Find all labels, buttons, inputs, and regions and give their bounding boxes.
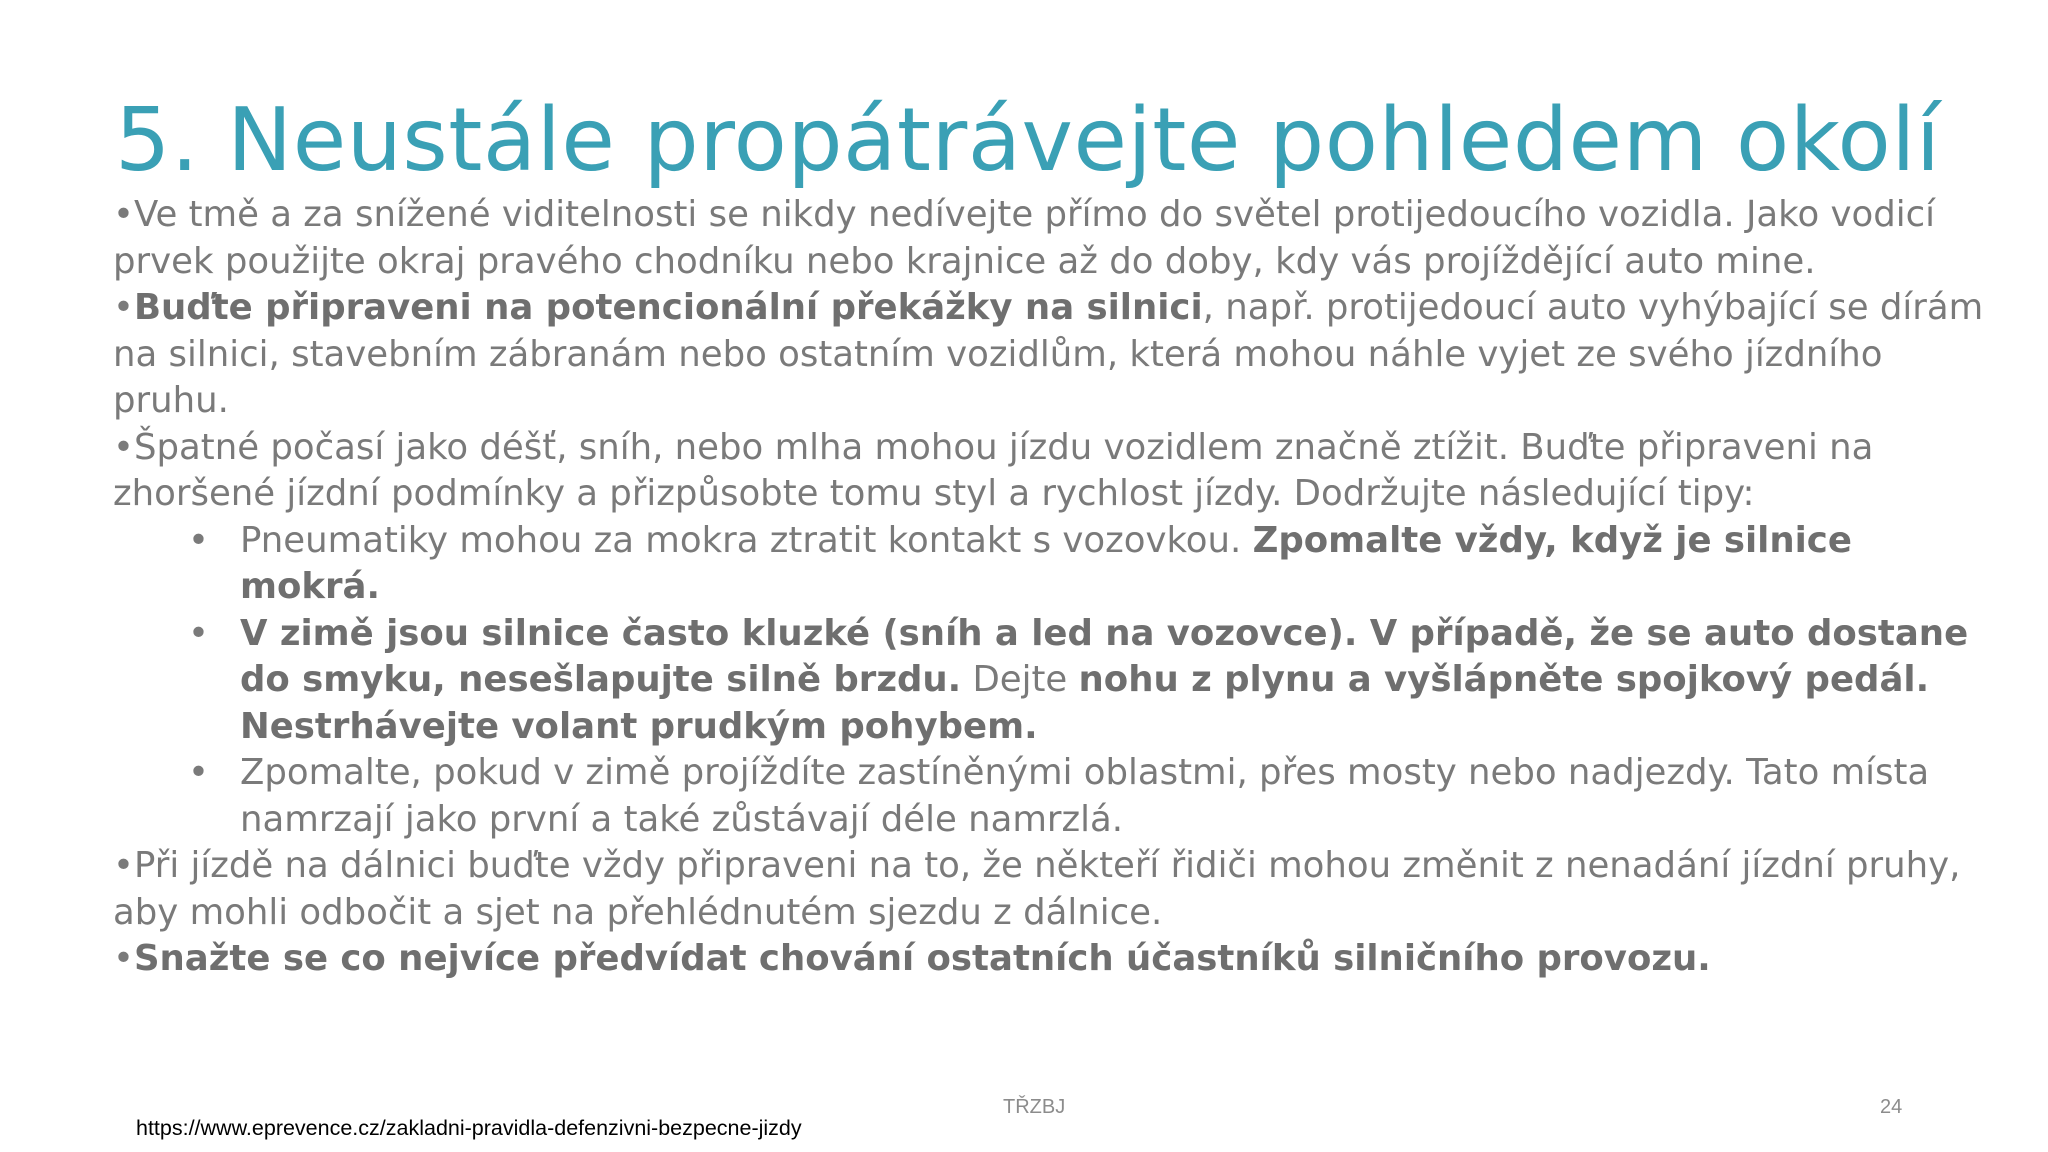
bullet: • — [113, 426, 134, 468]
tip-text: Pneumatiky mohou za mokra ztratit kontakt s vozovkou. — [240, 519, 1253, 561]
sub-bullet: • — [188, 519, 209, 561]
slide-title: 5. Neustále propátrávejte pohledem okolí — [115, 89, 1941, 191]
source-url: https://www.eprevence.cz/zakladni-pravidla-defenzivni-bezpecne-jizdy — [136, 1116, 802, 1140]
bullet: • — [113, 938, 134, 979]
paragraph-text: Při jízdě na dálnici buďte vždy připraveni na to, že někteří řidiči mohou změnit z nenadání jízdní pruhy, aby mohli odbočit a sjet na přehlédnutém sjezdu z dálnice. — [113, 845, 1961, 933]
weather-tips-list — [113, 518, 1993, 844]
paragraph-anticipate — [113, 936, 1993, 983]
paragraph-bold-text: Buďte připraveni na potencionální překážky na silnici — [133, 287, 1203, 328]
paragraph-text: , např. protijedoucí auto vyhýbající se dírám na silnici, stavebním zábranám nebo ostatním vozidlům, která mohou náhle vyjet ze svého jízdního pruhu. — [113, 287, 1984, 421]
sub-bullet: • — [188, 752, 209, 793]
sub-bullet: • — [188, 612, 209, 654]
tip-text: Zpomalte, pokud v zimě projíždíte zastíněnými oblastmi, přes mosty nebo nadjezdy. Tato místa namrzají jako první a také zůstávají déle namrzlá. — [240, 752, 1930, 840]
tip-item-shaded-areas — [188, 750, 1993, 843]
tip-bold-text: Zpomalte vždy, když je silnice mokrá. — [240, 519, 1852, 607]
footer-label: TŘZBJ — [1003, 1096, 1066, 1118]
bullet: • — [113, 287, 134, 328]
bullet: • — [113, 194, 134, 235]
tip-bold-text: V zimě jsou silnice často kluzké (sníh a led na vozovce). V případě, že se auto dostane do smyku, nesešlapujte silně brzdu. — [240, 612, 1969, 700]
paragraph-obstacles — [113, 285, 1993, 425]
bullet: • — [113, 845, 134, 886]
paragraph-night-driving — [113, 192, 1993, 285]
tip-bold-text: nohu z plynu a vyšlápněte spojkový pedál. Nestrhávejte volant prudkým pohybem. — [240, 659, 1930, 747]
tip-item-wet-road — [188, 518, 1993, 611]
page-number: 24 — [1880, 1096, 1903, 1118]
tip-text: Dejte — [961, 659, 1079, 700]
paragraph-text: Ve tmě a za snížené viditelnosti se nikdy nedívejte přímo do světel protijedoucího vozidla. Jako vodicí prvek použijte okraj pravého chodníku nebo krajnice až do doby, kdy vás projíždějící auto mine. — [113, 194, 1935, 282]
tip-item-winter-skid — [188, 611, 1993, 751]
paragraph-highway — [113, 843, 1993, 936]
paragraph-text: Špatné počasí jako déšť, sníh, nebo mlha mohou jízdu vozidlem značně ztížit. Buďte připraveni na zhoršené jízdní podmínky a přizpůsobte tomu styl a rychlost jízdy. Dodržujte následující tipy: — [113, 426, 1874, 514]
slide-body — [113, 192, 1993, 983]
paragraph-bold-text: Snažte se co nejvíce předvídat chování ostatních účastníků silničního provozu. — [133, 938, 1711, 979]
paragraph-bad-weather — [113, 425, 1993, 518]
